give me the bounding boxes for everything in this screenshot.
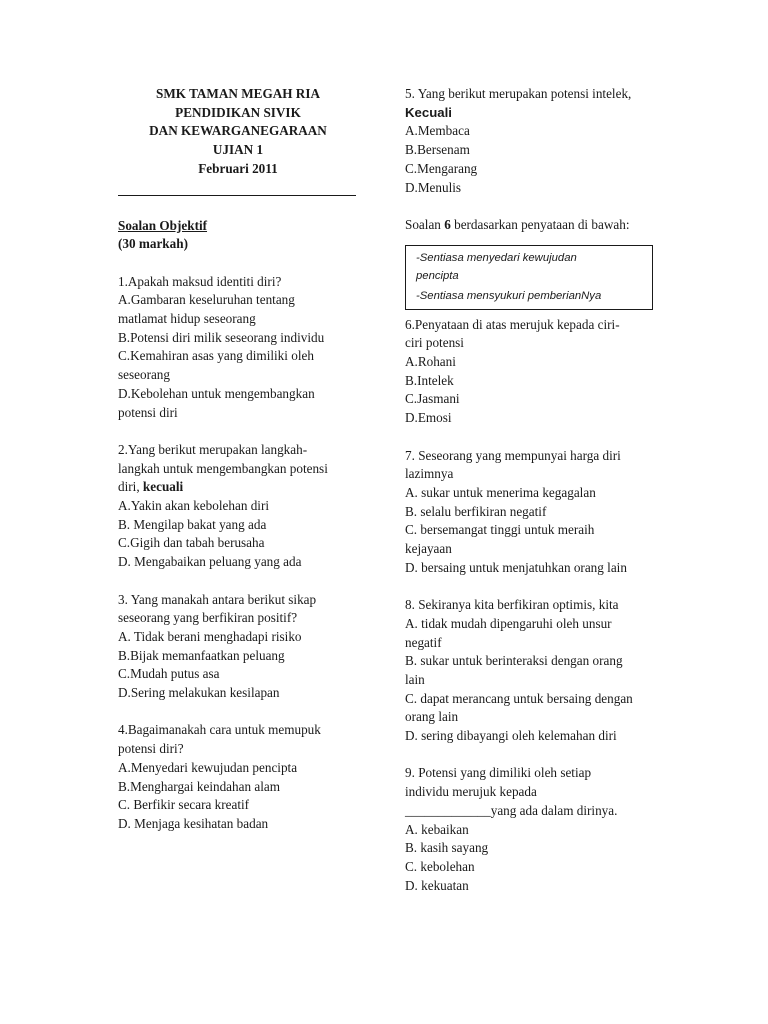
option-d: D.Kebolehan untuk mengembangkan: [118, 385, 315, 401]
question-7: [405, 447, 660, 578]
question-2: [118, 441, 360, 572]
kecuali-keyword: Kecuali: [405, 104, 452, 120]
question-text-cont: individu merujuk kepada: [405, 784, 537, 800]
question-text: 3. Yang manakah antara berikut sikap: [118, 591, 317, 607]
option-c-cont: seseorang: [118, 367, 170, 383]
question-6: [405, 316, 660, 428]
option-d: D. Menjaga kesihatan badan: [118, 815, 269, 831]
question-text-cont: ciri potensi: [405, 335, 464, 351]
section-marks: (30 markah): [118, 236, 188, 252]
option-c: C. dapat merancang untuk bersaing dengan: [405, 690, 633, 706]
option-a: A.Gambaran keseluruhan tentang: [118, 292, 295, 308]
option-c: C.Jasmani: [405, 391, 460, 407]
school-name: SMK TAMAN MEGAH RIA: [156, 86, 320, 101]
subject-line-2: DAN KEWARGANEGARAAN: [149, 123, 327, 139]
option-a: A.Membaca: [405, 123, 470, 139]
right-column: [405, 85, 660, 895]
option-a: A. sukar untuk menerima kegagalan: [405, 484, 596, 500]
option-b: B.Intelek: [405, 372, 454, 388]
statement-line-3: -Sentiasa mensyukuri pemberianNya: [416, 289, 602, 302]
stem-number: 6: [444, 216, 451, 232]
question-text: 5. Yang berikut merupakan potensi intelek,: [405, 86, 632, 101]
option-b: B.Bijak memanfaatkan peluang: [118, 647, 285, 663]
option-a: A.Yakin akan kebolehan diri: [118, 498, 270, 514]
question-8: [405, 596, 660, 746]
option-d: D. kekuatan: [405, 877, 469, 893]
option-d: D. Mengabaikan peluang yang ada: [118, 554, 302, 570]
option-b: B.Potensi diri milik seseorang individu: [118, 329, 325, 345]
option-a: A. tidak mudah dipengaruhi oleh unsur: [405, 615, 612, 631]
question-text: 9. Potensi yang dimiliki oleh setiap: [405, 765, 592, 781]
option-c: C.Mengarang: [405, 160, 478, 176]
option-b-cont: lain: [405, 671, 425, 687]
question-text-cont: langkah untuk mengembangkan potensi: [118, 460, 328, 476]
option-c: C.Mudah putus asa: [118, 666, 220, 682]
kecuali-keyword: kecuali: [142, 479, 184, 495]
question-6-stem: [405, 216, 660, 235]
question-3: [118, 591, 360, 703]
option-d: D.Emosi: [405, 410, 452, 426]
option-a: A. kebaikan: [405, 821, 469, 837]
statement-line-1: -Sentiasa menyedari kewujudan: [416, 251, 577, 264]
section-title: Soalan Objektif: [118, 217, 208, 233]
question-text: 6.Penyataan di atas merujuk kepada ciri-: [405, 316, 620, 332]
question-text: 7. Seseorang yang mempunyai harga diri: [405, 447, 621, 463]
question-text-cont: lazimnya: [405, 466, 454, 482]
question-1: [118, 273, 360, 423]
option-b: B. kasih sayang: [405, 840, 489, 856]
option-b: B.Bersenam: [405, 142, 470, 158]
option-c: C. Berfikir secara kreatif: [118, 797, 250, 813]
option-d: D.Menulis: [405, 179, 462, 195]
question-text-cont: potensi diri?: [118, 741, 184, 757]
question-text-cont: seseorang yang berfikiran positif?: [118, 610, 298, 626]
statement-box: [405, 245, 653, 310]
question-9: [405, 764, 660, 895]
exam-date: Februari 2011: [198, 160, 278, 176]
option-d-cont: potensi diri: [118, 404, 178, 420]
option-b: B. Mengilap bakat yang ada: [118, 516, 267, 532]
option-c: C. bersemangat tinggi untuk meraih: [405, 522, 595, 538]
question-text: 1.Apakah maksud identiti diri?: [118, 273, 282, 289]
stem-pre: Soalan: [405, 216, 445, 232]
statement-line-2: pencipta: [416, 269, 459, 282]
question-5: [405, 85, 660, 197]
option-c: C.Kemahiran asas yang dimiliki oleh: [118, 348, 314, 364]
question-text: 2.Yang berikut merupakan langkah-: [118, 441, 308, 457]
option-b: B. selalu berfikiran negatif: [405, 503, 547, 519]
option-a: A. Tidak berani menghadapi risiko: [118, 628, 302, 644]
question-text-end: [118, 478, 360, 497]
option-b: B. sukar untuk berinteraksi dengan orang: [405, 653, 623, 669]
option-c: C.Gigih dan tabah berusaha: [118, 535, 265, 551]
option-a: A.Menyedari kewujudan pencipta: [118, 759, 298, 775]
option-a: A.Rohani: [405, 354, 456, 370]
stem-post: berdasarkan penyataan di bawah:: [450, 216, 630, 232]
option-a-cont: negatif: [405, 634, 442, 650]
question-text: 8. Sekiranya kita berfikiran optimis, kita: [405, 597, 619, 613]
question-text-fragment: diri,: [118, 479, 143, 495]
subject-line-1: PENDIDIKAN SIVIK: [175, 104, 301, 120]
option-d: D.Sering melakukan kesilapan: [118, 685, 280, 701]
option-a-cont: matlamat hidup seseorang: [118, 311, 256, 327]
option-c-cont: kejayaan: [405, 541, 452, 557]
left-column: [118, 85, 360, 834]
question-text-blank: _____________yang ada dalam dirinya.: [405, 802, 618, 818]
exam-name: UJIAN 1: [212, 142, 264, 158]
option-d: D. sering dibayangi oleh kelemahan diri: [405, 728, 617, 744]
exam-header: [118, 85, 358, 179]
question-text: 4.Bagaimanakah cara untuk memupuk: [118, 722, 321, 738]
question-4: [118, 721, 360, 833]
option-c: C. kebolehan: [405, 858, 475, 874]
option-d: D. bersaing untuk menjatuhkan orang lain: [405, 559, 627, 575]
option-c-cont: orang lain: [405, 709, 459, 725]
option-b: B.Menghargai keindahan alam: [118, 778, 280, 794]
